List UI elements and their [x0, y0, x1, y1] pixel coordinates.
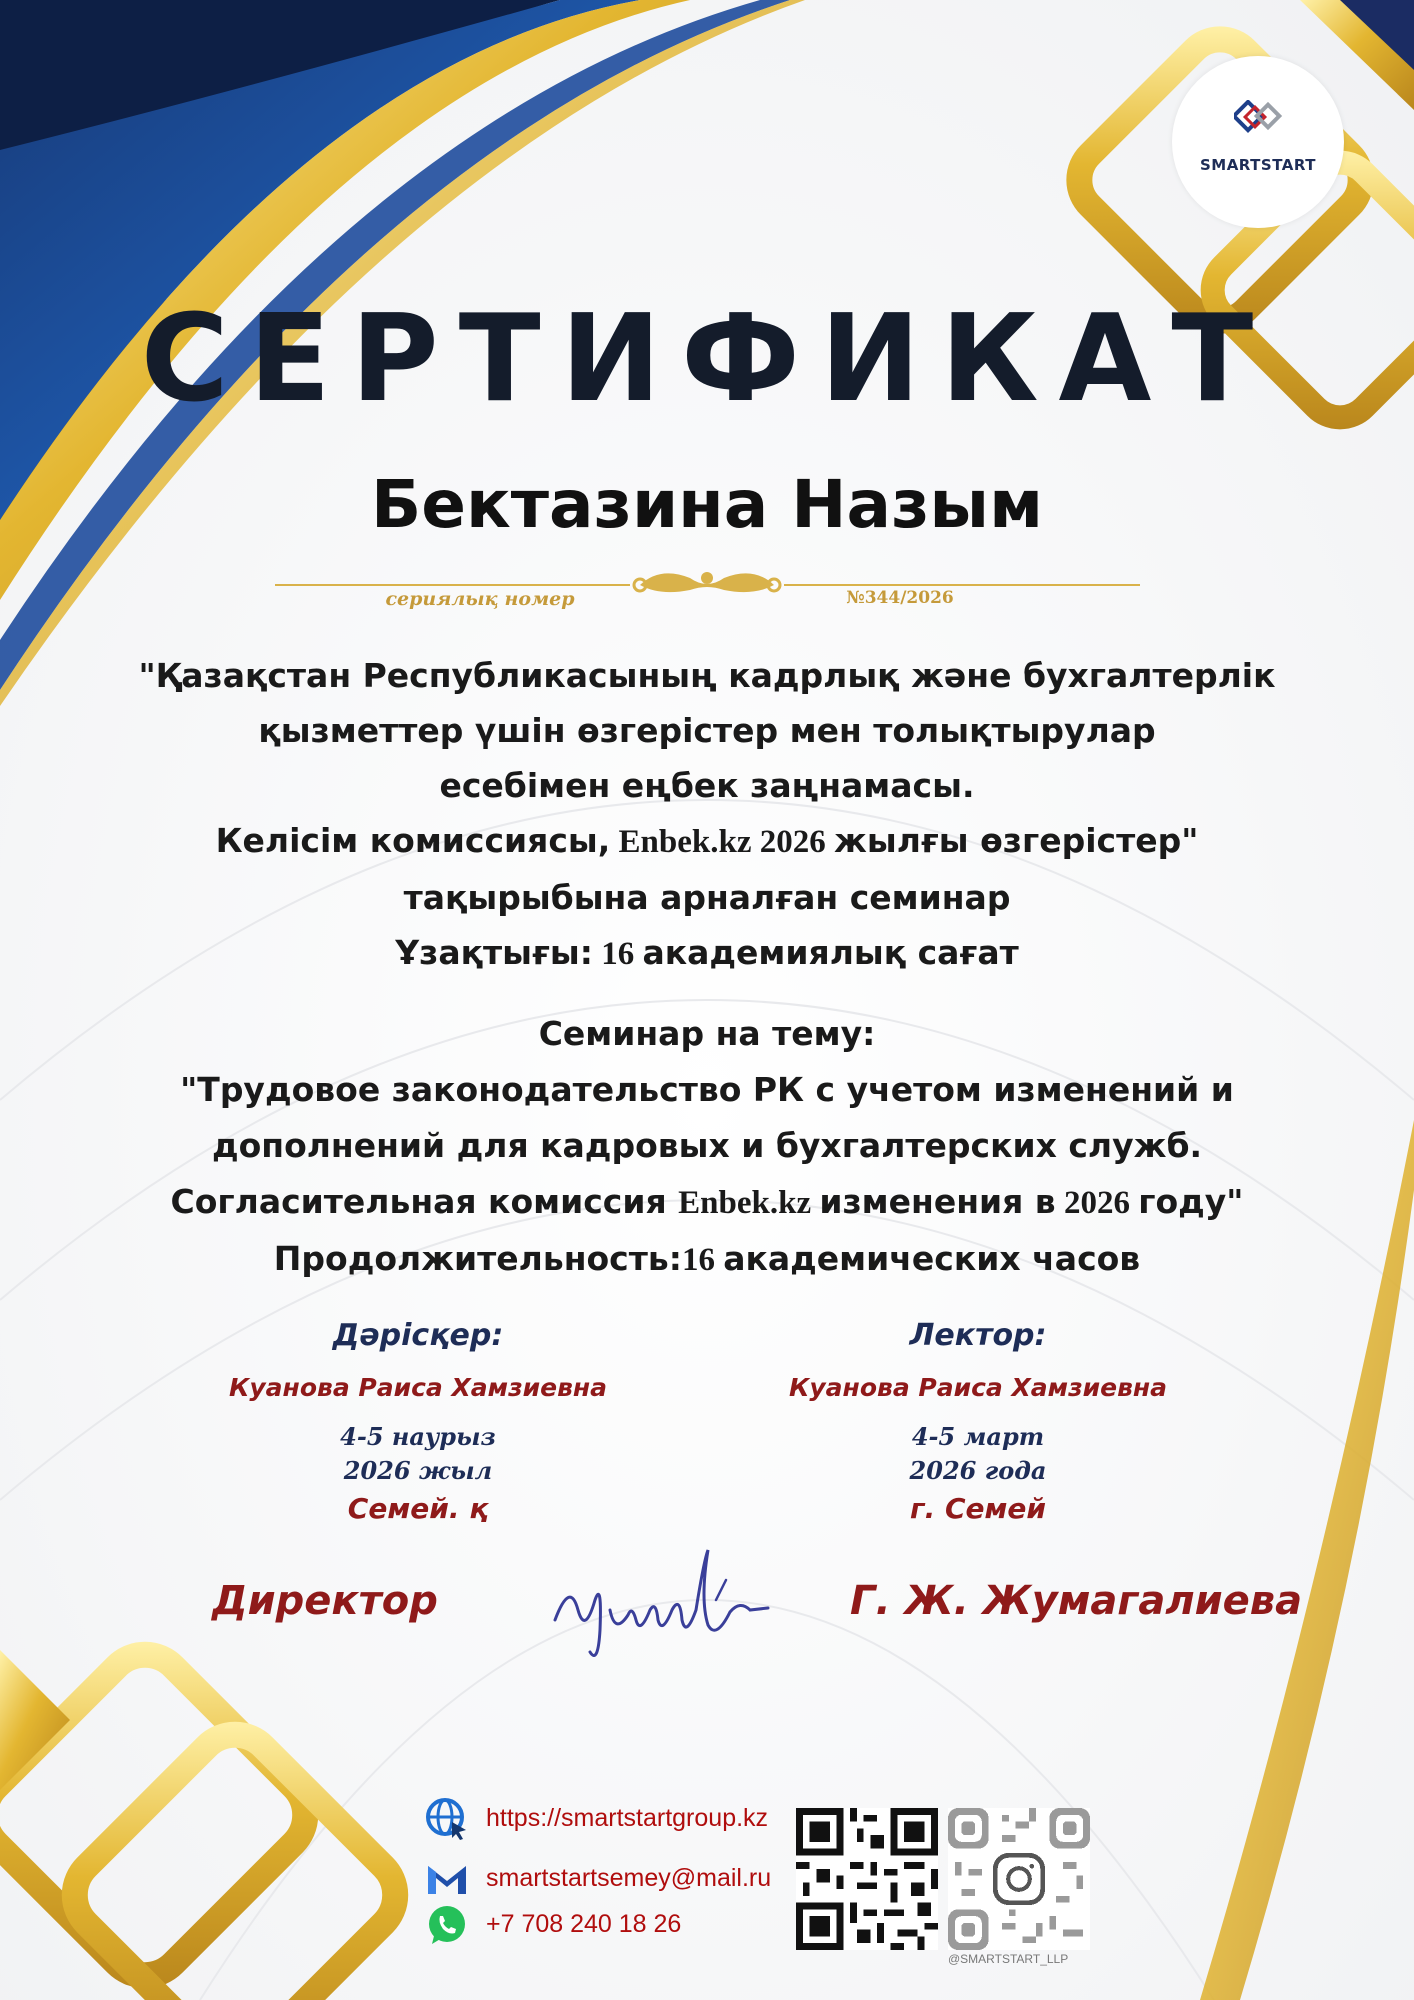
- whatsapp-icon: [424, 1902, 470, 1948]
- ru-line4-serif1: Enbek.kz: [678, 1185, 820, 1221]
- ru-line: [100, 1174, 1314, 1231]
- instagram-qr-code[interactable]: [948, 1808, 1090, 1950]
- ru-line5-serif: 16: [681, 1242, 724, 1278]
- serial-label: сериялық номер: [385, 588, 575, 610]
- lecture-date-ru: 4-5 март: [911, 1422, 1045, 1451]
- lecturer-label-kz: Дәрісқер:: [332, 1318, 504, 1353]
- lecturer-kz: [188, 1318, 648, 1525]
- ru-line4-suffix: году": [1138, 1182, 1244, 1221]
- recipient-name: Бектазина Назым: [370, 466, 1044, 543]
- smartstart-logo: [1172, 56, 1344, 228]
- kz-line: есебімен еңбек заңнамасы.: [439, 766, 975, 805]
- lecturer-ru: [748, 1318, 1208, 1525]
- ru-line4-prefix: Согласительная комиссия: [170, 1182, 679, 1221]
- kz-line6-serif: 16: [592, 936, 643, 972]
- instagram-icon: [995, 1855, 1042, 1902]
- serial-number: №344/2026: [846, 588, 954, 608]
- description-ru: [100, 1006, 1314, 1288]
- smartstart-logo-icon: [1234, 100, 1284, 140]
- kz-line4-serif: Enbek.kz 2026: [610, 824, 835, 860]
- ru-line: [100, 1231, 1314, 1288]
- certificate-title: СЕРТИФИКАТ: [140, 290, 1274, 429]
- kz-line6-suffix: академиялық сағат: [642, 933, 1019, 972]
- phone-number[interactable]: +7 708 240 18 26: [486, 1910, 682, 1938]
- ru-line4-serif2: 2026: [1055, 1185, 1139, 1221]
- logo-name: SMARTSTART: [1199, 156, 1317, 174]
- lecture-city-kz: Семей. қ: [347, 1492, 489, 1525]
- director-name: Г. Ж. Жумагалиева: [850, 1578, 1303, 1624]
- ru-line: дополнений для кадровых и бухгалтерских служб.: [211, 1126, 1203, 1165]
- lecture-year-kz: 2026 жыл: [343, 1456, 493, 1485]
- ru-line5-suffix: академических часов: [723, 1239, 1141, 1278]
- kz-line: қызметтер үшін өзгерістер мен толықтырулар: [258, 711, 1156, 750]
- ru-line5-prefix: Продолжительность:: [273, 1239, 682, 1278]
- globe-icon: [424, 1796, 470, 1842]
- website-link[interactable]: https://smartstartgroup.kz: [486, 1804, 769, 1832]
- kz-line: [100, 925, 1314, 982]
- kz-line6-prefix: Ұзақтығы:: [395, 933, 593, 972]
- email-link[interactable]: smartstartsemey@mail.ru: [486, 1864, 772, 1892]
- lecture-city-ru: г. Семей: [909, 1492, 1047, 1525]
- mail-icon: [424, 1856, 470, 1902]
- lecturer-name-kz: Куанова Раиса Хамзиевна: [228, 1373, 608, 1402]
- kz-line: [100, 813, 1314, 870]
- ru-line: "Трудовое законодательство РК с учетом изменений и: [180, 1070, 1234, 1109]
- kz-line: тақырыбына арналған семинар: [403, 878, 1011, 917]
- director-title: Директор: [212, 1578, 438, 1624]
- lecture-date-kz: 4-5 наурыз: [340, 1422, 496, 1451]
- lecturer-name-ru: Куанова Раиса Хамзиевна: [788, 1373, 1168, 1402]
- ru-line: Семинар на тему:: [538, 1014, 876, 1053]
- signature-image: [540, 1540, 790, 1670]
- whatsapp-qr-code[interactable]: [796, 1808, 938, 1950]
- kz-line4-prefix: Келісім комиссиясы,: [215, 821, 611, 860]
- description-kz: [100, 648, 1314, 982]
- lecture-year-ru: 2026 года: [909, 1456, 1047, 1485]
- ru-line4-mid: изменения в: [819, 1182, 1056, 1221]
- kz-line4-suffix: жылғы өзгерістер": [834, 821, 1199, 860]
- lecturer-label-ru: Лектор:: [909, 1318, 1047, 1353]
- qr-caption: @SMARTSTART_LLP: [948, 1952, 1069, 1966]
- kz-line: "Қазақстан Республикасының кадрлық және бухгалтерлік: [138, 656, 1276, 695]
